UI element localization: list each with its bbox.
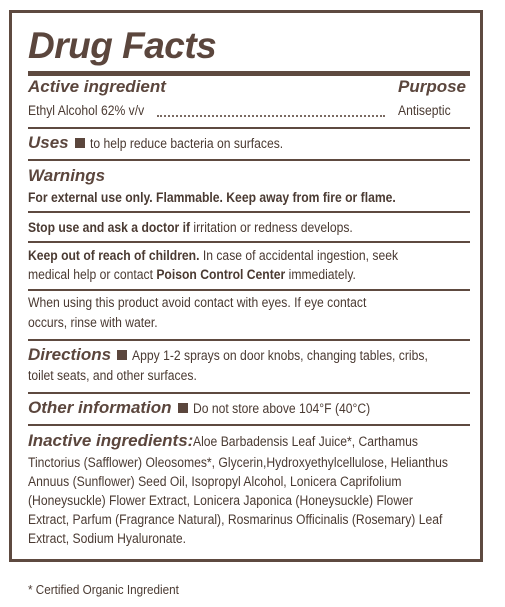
- other-info-heading: Other information: [28, 398, 172, 417]
- title-rule: [28, 71, 470, 76]
- other-info-text: Do not store above 104°F (40°C): [192, 401, 370, 416]
- keep-out-line2-text: medical help or contact: [28, 267, 157, 282]
- active-ingredient-value: Ethyl Alcohol 62% v/v: [28, 103, 145, 118]
- uses-text: to help reduce bacteria on surfaces.: [89, 136, 283, 151]
- warnings-rule: [28, 289, 470, 291]
- section-rule: [28, 424, 470, 426]
- warnings-rule: [28, 241, 470, 243]
- footnote: * Certified Organic Ingredient: [28, 582, 179, 597]
- warnings-keep-out: [28, 247, 398, 265]
- keep-out-line2-end: immediately.: [285, 267, 356, 282]
- section-rule: [28, 339, 470, 341]
- section-rule: [28, 392, 470, 394]
- uses-heading: Uses: [28, 133, 69, 152]
- directions-heading: Directions: [28, 345, 112, 364]
- inactive-section: [28, 431, 443, 451]
- leader-dots: [157, 115, 385, 117]
- warnings-heading: Warnings: [28, 166, 106, 185]
- inactive-line3: Annuus (Sunflower) Seed Oil, Isopropyl Alcohol, Lonicera Caprifolium: [28, 474, 402, 489]
- warnings-stop-use: [28, 219, 353, 237]
- inactive-line1: Aloe Barbadensis Leaf Juice*, Carthamus: [193, 434, 419, 449]
- inactive-line6: Extract, Sodium Hyaluronate.: [28, 531, 187, 546]
- purpose-value: Antiseptic: [398, 103, 451, 118]
- bullet-square-icon: [75, 138, 85, 148]
- warnings-keep-out-line2: [28, 266, 356, 284]
- purpose-heading: Purpose: [398, 77, 467, 96]
- warnings-eye-line1: When using this product avoid contact with eyes. If eye contact: [28, 295, 367, 310]
- keep-out-text: In case of accidental ingestion, seek: [199, 248, 399, 263]
- directions-line2: toilet seats, and other surfaces.: [28, 368, 197, 383]
- uses-section: [28, 133, 304, 153]
- section-rule: [28, 159, 470, 161]
- warnings-external-use: For external use only. Flammable. Keep away from fire or flame.: [28, 190, 396, 205]
- bullet-square-icon: [117, 350, 127, 360]
- poison-control-center: Poison Control Center: [156, 267, 286, 282]
- inactive-line2: Tinctorius (Safflower) Oleosomes*, Glycerin,Hydroxyethylcellulose, Helianthus: [28, 455, 449, 470]
- section-rule: [28, 127, 470, 129]
- inactive-line4: (Honeysuckle) Flower Extract, Lonicera Japonica (Honeysuckle) Flower: [28, 493, 413, 508]
- keep-out-bold: Keep out of reach of children.: [28, 248, 200, 263]
- inactive-heading: Inactive ingredients:: [28, 431, 194, 450]
- stop-use-text: irritation or redness develops.: [190, 220, 353, 235]
- drug-facts-title: Drug Facts: [28, 25, 217, 66]
- other-info-section: [28, 398, 389, 418]
- directions-line1: Appy 1-2 sprays on door knobs, changing tables, cribs,: [132, 348, 428, 363]
- drug-facts-panel: [9, 10, 483, 562]
- active-ingredient-heading: Active ingredient: [28, 77, 166, 96]
- directions-section: [28, 345, 461, 365]
- warnings-rule: [28, 211, 470, 213]
- stop-use-bold: Stop use and ask a doctor if: [28, 220, 191, 235]
- warnings-eye-line2: occurs, rinse with water.: [28, 315, 158, 330]
- bullet-square-icon: [178, 403, 188, 413]
- inactive-line5: Extract, Parfum (Fragrance Natural), Rosmarinus Officinalis (Rosemary) Leaf: [28, 512, 443, 527]
